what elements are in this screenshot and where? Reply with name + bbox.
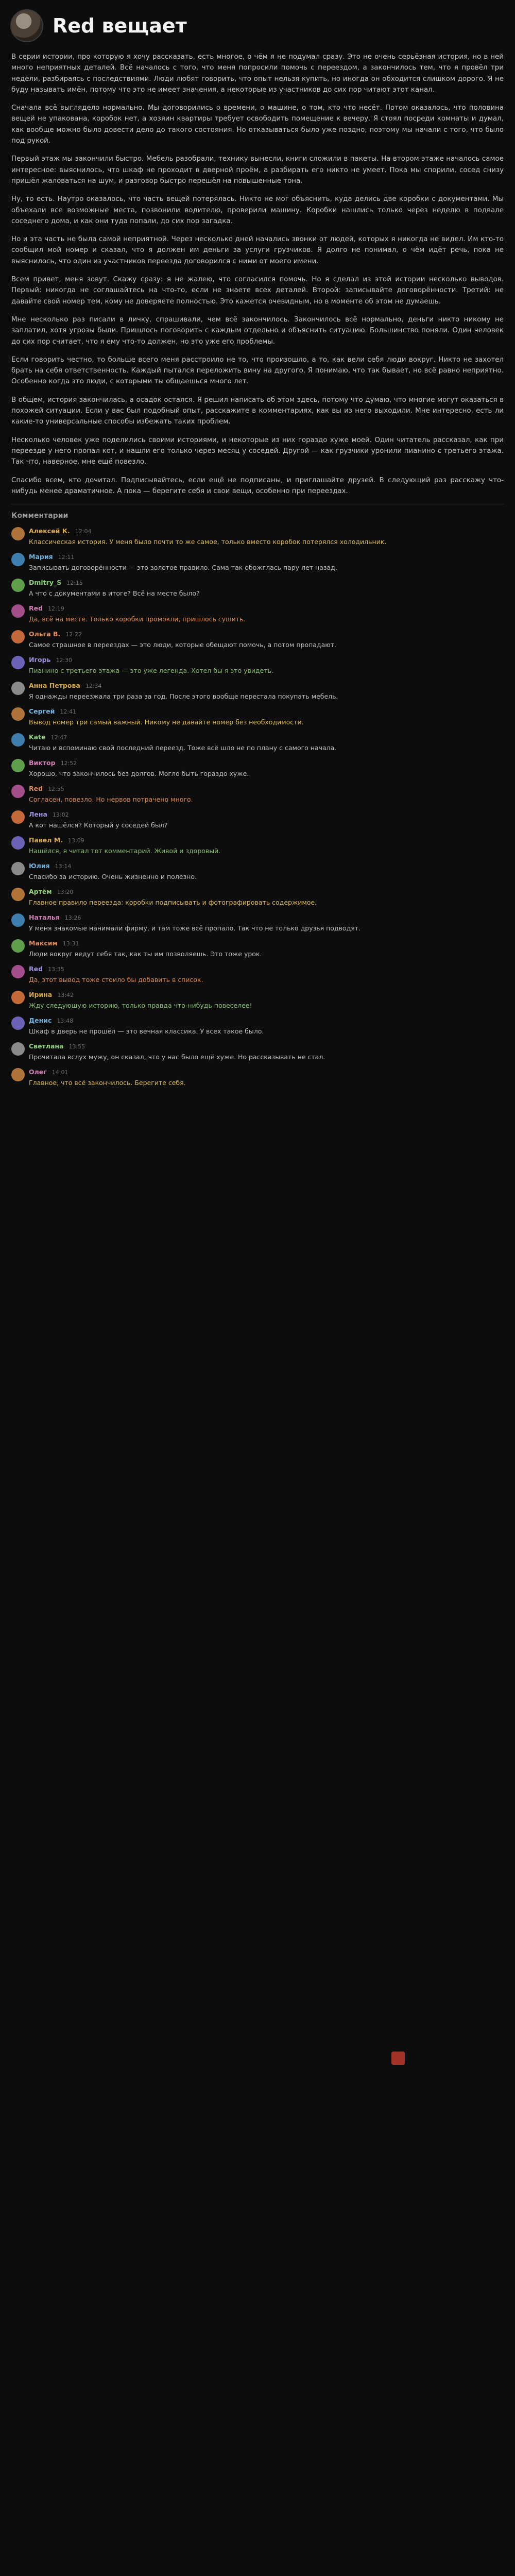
post-paragraph: Спасибо всем, кто дочитал. Подписывайтесь, если ещё не подписаны, и приглашайте друзей. В следующий раз расскажу что-нибудь менее драматичное. А пока — берегите себя и свои вещи, особенно при переездах. (11, 476, 504, 495)
comment (11, 887, 504, 908)
comment-author[interactable]: Red (29, 604, 43, 613)
comment-text: Согласен, повезло. Но нервов потрачено много. (29, 795, 193, 804)
post-body (11, 52, 504, 497)
channel-header (0, 0, 515, 52)
comment-body (29, 758, 504, 779)
post-paragraph: Сначала всё выглядело нормально. Мы договорились о времени, о машине, о том, кто что несёт. Потом оказалось, что половина вещей не упакована, коробок нет, а хозяин квартиры требует освободить помещение к вечеру. Я стоял посреди комнаты и думал, как вообще можно было довести дело до такого состояния. Но отказываться было уже поздно, поэтому мы начали с того, что было под рукой. (11, 104, 504, 145)
post-paragraph: Если говорить честно, то больше всего меня расстроило не то, что произошло, а то, как вели себя люди вокруг. Никто не захотел брать на себя ответственность. Каждый пытался переложить вину на другого. Я понимаю, что так бывает, но всё равно неприятно. Особенно когда это люди, с которыми ты общаешься много лет. (11, 355, 504, 386)
comment-text: Люди вокруг ведут себя так, как ты им позволяешь. Это тоже урок. (29, 950, 262, 958)
comment-time: 12:47 (50, 734, 67, 741)
comment-text: Главное правило переезда: коробки подписывать и фотографировать содержимое. (29, 899, 317, 907)
comment-text: А что с документами в итоге? Всё на месте было? (29, 589, 200, 598)
comment-body (29, 732, 504, 753)
comment (11, 835, 504, 856)
comment (11, 1041, 504, 1062)
comment (11, 964, 504, 985)
comment (11, 784, 504, 805)
comments-list (11, 526, 504, 1088)
comment-author[interactable]: Red (29, 965, 43, 973)
channel-title[interactable]: Red вещает (53, 14, 187, 37)
comment-text: Классическая история. У меня было почти то же самое, только вместо коробок потерялся холодильник. (29, 538, 387, 546)
comment-avatar[interactable] (11, 888, 25, 901)
comment-body (29, 706, 504, 727)
comment-avatar[interactable] (11, 1068, 25, 1081)
comment-body (29, 655, 504, 676)
comment (11, 732, 504, 753)
comment-time: 13:02 (52, 811, 69, 819)
comment-avatar[interactable] (11, 630, 25, 643)
post-paragraph: Несколько человек уже поделились своими историями, и некоторые из них гораздо хуже моей. Один читатель рассказал, как при переезде у него пропал кот, и нашли его только через месяц у соседей. Другой — как грузчики уронили пианино с третьего этажа. Так что, наверное, мне ещё повезло. (11, 436, 504, 466)
comment (11, 552, 504, 573)
comment-body (29, 912, 504, 934)
comment-author[interactable]: Dmitry_S (29, 579, 62, 587)
comment-text: Я однажды переезжала три раза за год. После этого вообще перестала покупать мебель. (29, 692, 338, 701)
post-paragraph: В общем, история закончилась, а осадок остался. Я решил написать об этом здесь, потому что думаю, что многие могут оказаться в похожей ситуации. Если у вас был подобный опыт, расскажите в комментариях, как вы из него выходили. Мне интересно, есть ли какие-то универсальные способы избежать таких проблем. (11, 396, 504, 426)
comment-text: Нашёлся, я читал тот комментарий. Живой и здоровый. (29, 847, 221, 855)
post-paragraph: Первый этаж мы закончили быстро. Мебель разобрали, технику вынесли, книги сложили в пакеты. На втором этаже началось самое интересное: выяснилось, что шкаф не проходит в дверной проём, а разбирать его никто не умеет. Пока мы спорили, сосед снизу пришёл жаловаться на шум, и разговор быстро перешёл на повышенные тона. (11, 155, 504, 185)
comment-text: А кот нашёлся? Который у соседей был? (29, 821, 168, 829)
comment-text: Записывать договорённости — это золотое правило. Сама так обожглась пару лет назад. (29, 564, 337, 572)
comments-title: Комментарии (11, 512, 68, 520)
comment (11, 938, 504, 959)
comment-body (29, 990, 504, 1011)
comment-body (29, 603, 504, 624)
comment-avatar[interactable] (11, 604, 25, 618)
comment-body (29, 964, 504, 985)
comment-author[interactable]: Мария (29, 553, 53, 561)
comment-time: 12:04 (75, 528, 92, 535)
comment-avatar[interactable] (11, 759, 25, 772)
comment-body (29, 784, 504, 805)
comment-text: Главное, что всё закончилось. Берегите себя. (29, 1079, 186, 1087)
comment-text: Прочитала вслух мужу, он сказал, что у нас было ещё хуже. Но рассказывать не стал. (29, 1053, 325, 1061)
comment-body (29, 526, 504, 547)
comment-author[interactable]: Ирина (29, 991, 53, 999)
comment-time: 12:55 (48, 786, 64, 793)
comment-text: Пианино с третьего этажа — это уже легенда. Хотел бы я это увидеть. (29, 667, 273, 675)
comment-body (29, 629, 504, 650)
comment-time: 13:31 (62, 940, 79, 947)
comment (11, 655, 504, 676)
comment-avatar[interactable] (11, 913, 25, 927)
comment-time: 13:42 (57, 992, 74, 999)
comment (11, 809, 504, 831)
comment-body (29, 681, 504, 702)
comment-time: 13:14 (55, 863, 72, 870)
post-paragraph: Но и эта часть не была самой неприятной. Через несколько дней начались звонки от людей, которых я никогда не видел. Им кто-то сообщил мой номер и сказал, что я должен им деньги за услуги грузчиков. Я долго не понимал, о чём идёт речь, пока не выяснилось, что один из участников переезда договорился с ними от моего имени. (11, 235, 504, 265)
channel-avatar[interactable] (10, 9, 43, 42)
comment-author[interactable]: Максим (29, 939, 58, 947)
comment-time: 14:01 (52, 1069, 68, 1076)
comment-author[interactable]: Сергей (29, 707, 55, 716)
comment-author[interactable]: Павел М. (29, 836, 63, 844)
comment-avatar[interactable] (11, 1042, 25, 1056)
comment-time: 13:26 (64, 914, 81, 922)
comment (11, 861, 504, 882)
comment (11, 990, 504, 1011)
comment-text: Да, всё на месте. Только коробки промокли, пришлось сушить. (29, 615, 246, 623)
comment-avatar[interactable] (11, 965, 25, 978)
comment-avatar[interactable] (11, 991, 25, 1004)
comment-author[interactable]: Ольга В. (29, 630, 61, 638)
comment-avatar[interactable] (11, 733, 25, 747)
post-paragraph: В серии истории, про которую я хочу рассказать, есть многое, о чём я не подумал сразу. Это не очень серьёзная история, но в ней много неприятных деталей. Всё началось с того, что меня попросили помочь с переездом, а закончилось тем, что я провёл три недели, разбираясь с последствиями. Люди любят говорить, что опыт нельзя купить, но иногда он обходится слишком дорого. Я не буду называть имён, потому что это не имеет значения, а некоторые из участников до сих пор читают этот канал. (11, 53, 504, 94)
comment-avatar[interactable] (11, 579, 25, 592)
comment-text: Самое страшное в переездах — это люди, которые обещают помочь, а потом пропадают. (29, 641, 337, 649)
watermark-logo-icon (391, 2052, 405, 2065)
comment-author[interactable]: Светлана (29, 1042, 64, 1050)
comment-body (29, 861, 504, 882)
comment-time: 12:52 (60, 760, 77, 767)
comment-text: Шкаф в дверь не прошёл — это вечная классика. У всех такое было. (29, 1027, 264, 1036)
comment-time: 13:48 (57, 1018, 74, 1025)
comment-author[interactable]: Анна Петрова (29, 682, 80, 690)
comment-text: Читаю и вспоминаю свой последний переезд. Тоже всё шло не по плану с самого начала. (29, 744, 337, 752)
comment-author[interactable]: Денис (29, 1016, 52, 1025)
comment-time: 12:19 (48, 605, 64, 613)
comment-text: У меня знакомые нанимали фирму, и там тоже всё пропало. Так что не только друзья подводят. (29, 924, 360, 933)
comment-body (29, 887, 504, 908)
comment (11, 1067, 504, 1088)
comment-time: 13:55 (68, 1043, 85, 1050)
comment-author[interactable]: Игорь (29, 656, 51, 664)
post-paragraph: Всем привет, меня зовут. Скажу сразу: я не жалею, что согласился помочь. Но я сделал из этой истории несколько выводов. Первый: никогда не соглашайтесь на что-то, если не знаете всех деталей. Второй: записывайте договорённости. Третий: не давайте свой номер тем, кому не доверяете полностью. Это кажется очевидным, но в моменте об этом не думаешь. (11, 276, 504, 306)
comment-author[interactable]: Юлия (29, 862, 50, 870)
comment-avatar[interactable] (11, 707, 25, 721)
comment-avatar[interactable] (11, 656, 25, 669)
comment-body (29, 552, 504, 573)
comment-text: Да, этот вывод тоже стоило бы добавить в список. (29, 976, 203, 984)
comment-body (29, 938, 504, 959)
comment-body (29, 578, 504, 599)
comment-time: 12:22 (65, 631, 82, 638)
watermark (391, 2048, 453, 2069)
comment-avatar[interactable] (11, 682, 25, 695)
comment-author[interactable]: Олег (29, 1068, 47, 1076)
comment-author[interactable]: Артём (29, 888, 52, 896)
comment-avatar[interactable] (11, 810, 25, 824)
post-paragraph: Ну, то есть. Наутро оказалось, что часть вещей потерялась. Никто не мог объяснить, куда делись две коробки с документами. Мы объехали все возможные места, позвонили водителю, проверили машину. Коробки нашлись только через неделю в подвале соседнего дома, и как они туда попали, до сих пор загадка. (11, 195, 504, 225)
comment (11, 912, 504, 934)
comment-time: 12:15 (66, 580, 83, 587)
comment-avatar[interactable] (11, 553, 25, 566)
comment-avatar[interactable] (11, 862, 25, 875)
comment-time: 13:09 (67, 837, 84, 844)
comment-author[interactable]: Лена (29, 810, 47, 819)
comment-author[interactable]: Виктор (29, 759, 56, 767)
comment (11, 629, 504, 650)
comment-text: Жду следующую историю, только правда что-нибудь повеселее! (29, 1002, 252, 1010)
comment-author[interactable]: Kate (29, 733, 46, 741)
comment-body (29, 809, 504, 831)
comment-author[interactable]: Red (29, 785, 43, 793)
comment-body (29, 835, 504, 856)
comment (11, 578, 504, 599)
comment-body (29, 1041, 504, 1062)
post-content (0, 52, 515, 1088)
comment-avatar[interactable] (11, 785, 25, 798)
comment (11, 1015, 504, 1037)
comment (11, 526, 504, 547)
comment-time: 12:30 (56, 657, 73, 664)
post-paragraph: Мне несколько раз писали в личку, спрашивали, чем всё закончилось. Закончилось всё нормально, деньги никто никому не заплатил, хотя угрозы были. Пришлось поговорить с каждым отдельно и объяснить ситуацию. Большинство поняли. Один человек до сих пор считает, что я ему что-то должен, но это уже его проблемы. (11, 315, 504, 346)
comment-time: 13:35 (48, 966, 64, 973)
comment (11, 758, 504, 779)
comment-avatar[interactable] (11, 527, 25, 540)
comment-body (29, 1015, 504, 1037)
comment (11, 681, 504, 702)
comment (11, 706, 504, 727)
comment-avatar[interactable] (11, 1016, 25, 1030)
comment-text: Хорошо, что закончилось без долгов. Могло быть гораздо хуже. (29, 770, 249, 778)
comment-avatar[interactable] (11, 939, 25, 953)
comment-time: 12:11 (58, 554, 75, 561)
comment-text: Вывод номер три самый важный. Никому не давайте номер без необходимости. (29, 718, 304, 726)
comment-author[interactable]: Наталья (29, 913, 60, 922)
comment-time: 12:34 (85, 683, 102, 690)
comment-time: 12:41 (60, 708, 77, 716)
comment (11, 603, 504, 624)
comment-text: Спасибо за историю. Очень жизненно и полезно. (29, 873, 197, 881)
comment-avatar[interactable] (11, 836, 25, 850)
comment-author[interactable]: Алексей К. (29, 527, 70, 535)
comment-body (29, 1067, 504, 1088)
comment-time: 13:20 (57, 889, 74, 896)
